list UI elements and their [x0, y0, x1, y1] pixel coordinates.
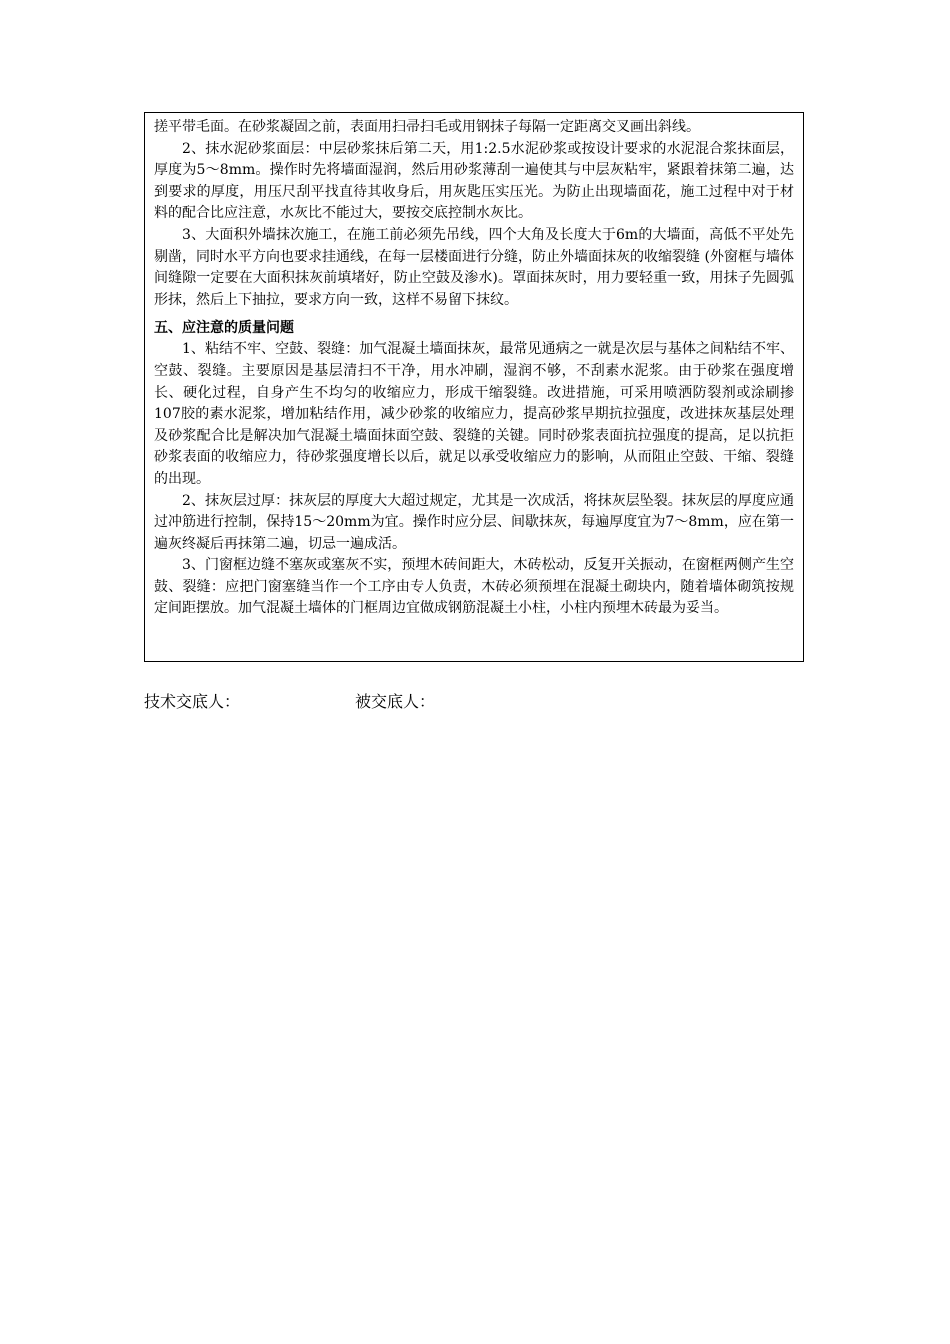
signature-line: [144, 690, 435, 714]
recipient-label: 被交底人：: [355, 692, 436, 711]
technical-discloser-label: 技术交底人：: [144, 692, 241, 711]
paragraph-excess-thickness: 2、抹灰层过厚：抹灰层的厚度大大超过规定，尤其是一次成活，将抹灰层坠裂。抹灰层的厚度应通过冲筋进行控制，保持15～20mm为宜。操作时应分层、间歇抹灰，每遍厚度宜为7～8mm，应在第一遍灰终凝后再抹第二遍，切忌一遍成活。: [154, 492, 794, 552]
paragraph-cement-mortar-surface: 2、抹水泥砂浆面层：中层砂浆抹后第二天，用1:2.5水泥砂浆或按设计要求的水泥混合浆抹面层，厚度为5～8mm。操作时先将墙面湿润，然后用砂浆薄刮一遍使其与中层灰粘牢，紧跟着抹第二遍，达到要求的厚度，用压尺刮平找直待其收身后，用灰匙压实压光。为防止出现墙面花，施工过程中对于材料的配合比应注意，水灰比不能过大，要按交底控制水灰比。: [154, 140, 794, 222]
content-box: [144, 112, 804, 662]
paragraph-door-window-gaps: 3、门窗框边缝不塞灰或塞灰不实，预埋木砖间距大，木砖松动，反复开关振动，在窗框两侧产生空鼓、裂缝：应把门窗塞缝当作一个工序由专人负责，木砖必须预埋在混凝土砌块内，随着墙体砌筑按规定间距摆放。加气混凝土墙体的门框周边宜做成钢筋混凝土小柱，小柱内预埋木砖最为妥当。: [154, 557, 794, 617]
paragraph-bonding-cracks: 1、粘结不牢、空鼓、裂缝：加气混凝土墙面抹灰，最常见通病之一就是次层与基体之间粘结不牢、空鼓、裂缝。主要原因是基层清扫不干净，用水冲刷，湿润不够，不刮素水泥浆。由于砂浆在强度增长、硬化过程，自身产生不均匀的收缩应力，形成干缩裂缝。改进措施，可采用喷洒防裂剂或涂刷掺107胶的素水泥浆，增加粘结作用，减少砂浆的收缩应力，提高砂浆早期抗拉强度，改进抹灰基层处理及砂浆配合比是解决加气混凝土墙面抹面空鼓、裂缝的关键。同时砂浆表面抗拉强度的提高，足以抗拒砂浆表面的收缩应力，待砂浆强度增长以后，就足以承受收缩应力的影响，从而阻止空鼓、干缩、裂缝的出现。: [154, 341, 794, 487]
paragraph-exterior-wall-plastering: 3、大面积外墙抹次施工，在施工前必须先吊线，四个大角及长度大于6m的大墙面，高低不平处先剔凿，同时水平方向也要求挂通线，在每一层楼面进行分缝，防止外墙面抹灰的收缩裂缝 (外窗框与墙体间缝隙一定要在大面积抹灰前填堵好，防止空鼓及渗水)。罩面抹灰时，用力要轻重一致，用抹子先圆弧形抹，然后上下抽拉，要求方向一致，这样不易留下抹纹。: [154, 226, 794, 308]
section-heading-quality-issues: 五、应注意的质量问题: [154, 320, 294, 337]
paragraph-continuation: 搓平带毛面。在砂浆凝固之前，表面用扫帚扫毛或用钢抹子每隔一定距离交叉画出斜线。: [154, 119, 700, 135]
